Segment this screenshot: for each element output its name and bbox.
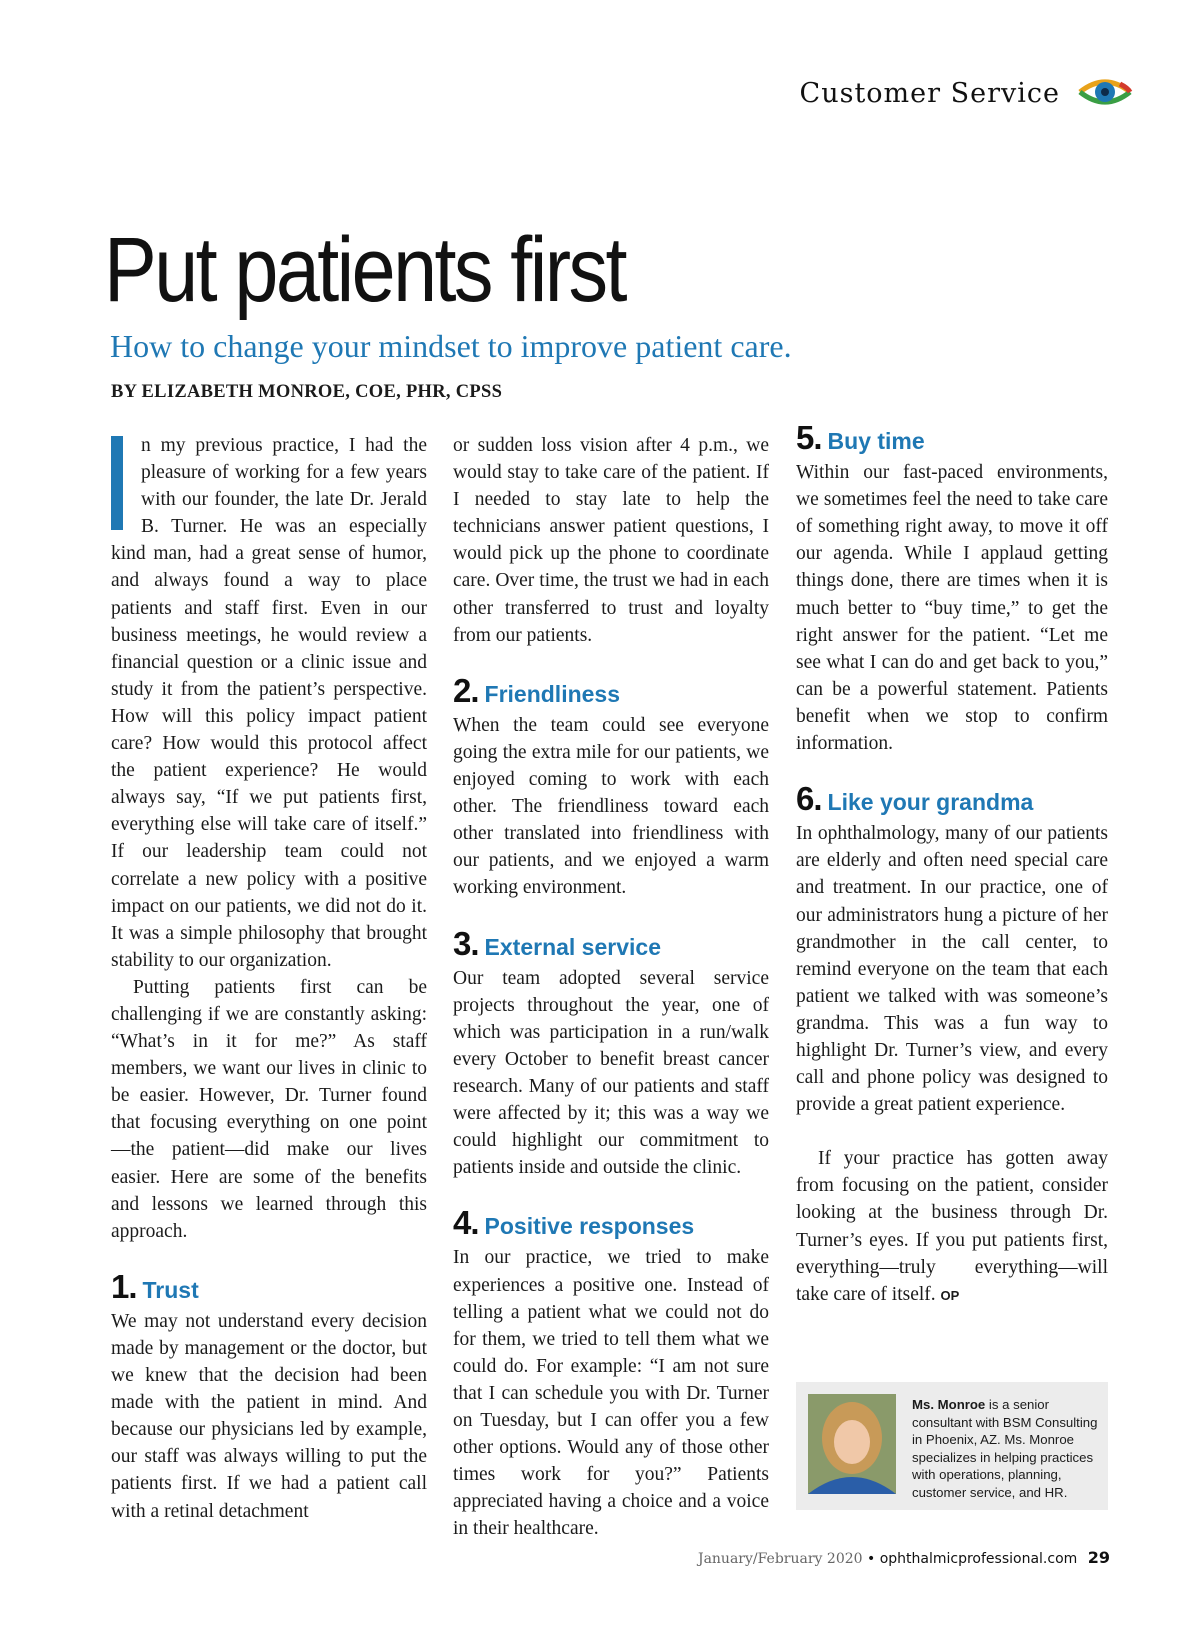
column-2 [453, 432, 769, 1542]
section-text-buy-time: Within our fast-paced environments, we sometimes feel the need to take care of something right away, to move it off our agenda. While I applaud getting things done, there are times when it is much better to “buy time,” to get the right answer for the patient. “Let me see what I can do and get back to you,” can be a powerful statement. Patients benefit when we stop to confirm information. [796, 462, 1108, 755]
section-text-external-service: Our team adopted several service projects throughout the year, one of which was participation in a run/walk every October to benefit breast cancer research. Many of our patients and staff were affected by it; this was a way we could highlight our commitment to patients inside and outside the clinic. [453, 967, 769, 1179]
section-heading-buy-time: 5. Buy time [796, 419, 925, 456]
end-mark: OP [940, 1287, 960, 1303]
issue-date: January/February 2020 [697, 1551, 863, 1567]
intro-paragraph-2: Putting patients first can be challenging if we are constantly asking: “What’s in it for me?” As staff members, we want our lives in clinic to be easier. However, Dr. Turner found that focusing everything on one point —the patient—did make our lives easier. Here are some of the benefits and lessons we learned through this approach. [111, 976, 427, 1242]
intro-paragraph-1: n my previous practice, I had the pleasure of working for a few years with our founder, the late Dr. Jerald B. Turner. He was an especially kind man, had a great sense of humor, and always found a way to place patients and staff first. Even in our business meetings, he would review a financial question or a clinic issue and study it from the patient’s perspective. How will this policy impact patient care? How would this protocol affect the patient experience? He would always say, “If we put patients first, everything else will take care of itself.” If our leadership team could not correlate a new policy with a positive impact on our patients, we did not do it. It was a simple philosophy that brought stability to our organization. [111, 435, 427, 971]
author-bio-text: Ms. Monroe is a senior consultant with BSM Consulting in Phoenix, AZ. Ms. Monroe specializes in helping practices with operations, planning, customer service, and HR. [912, 1397, 1098, 1500]
page-number: 29 [1087, 1548, 1110, 1567]
section-label: Customer Service [799, 78, 1060, 109]
website[interactable]: ophthalmicprofessional.com [879, 1551, 1078, 1567]
column-1 [111, 432, 427, 1525]
section-heading-trust: 1. Trust [111, 1267, 199, 1305]
author-bio-box [796, 1382, 1108, 1510]
section-heading-positive-responses: 4. Positive responses [453, 1204, 695, 1242]
byline: BY ELIZABETH MONROE, COE, PHR, CPSS [111, 382, 503, 402]
section-heading-friendliness: 2. Friendliness [453, 671, 621, 709]
eye-logo-icon [1076, 72, 1134, 112]
column-3 [796, 419, 1108, 1309]
section-text-friendliness: When the team could see everyone going the extra mile for our patients, we enjoyed coming to work with each other. The friendliness toward each other translated into friendliness with our patients, and we enjoyed a warm working environment. [453, 714, 769, 899]
section-text-positive-responses: In our practice, we tried to make experiences a positive one. Instead of telling a patient what we could not do for them, we tried to tell them what we could do. For example: “I am not sure that I can schedule you with Dr. Turner on Tuesday, but I can offer you a few other options. Would any of those other times work for you?” Patients appreciated having a choice and a voice in their healthcare. [453, 1247, 769, 1540]
closing-paragraph: If your practice has gotten away from focusing on the patient, consider looking at the business through Dr. Turner’s eyes. If you put patients first, everything—truly everything—will take care of itself. OP [796, 1148, 1108, 1305]
section-text-trust-a: We may not understand every decision made by management or the doctor, but we knew that the decision had been made with the patient in mind. And because our physicians led by example, our staff was always willing to put the patients first. If we had a patient call with a retinal detachment [111, 1310, 427, 1522]
section-text-trust-b: or sudden loss vision after 4 p.m., we would stay to take care of the patient. If I needed to stay late to help the technicians answer patient questions, I would pick up the phone to coordinate care. Over time, the trust we had in each other transferred to trust and loyalty from our patients. [453, 435, 769, 646]
footer-separator: • [867, 1551, 876, 1567]
section-text-grandma: In ophthalmology, many of our patients are elderly and often need special care and treatment. In our practice, one of our administrators hung a picture of her grandmother in the call center, to remind everyone on the team that each patient we talked with was someone’s grandma. This was a fun way to highlight Dr. Turner’s view, and every call and phone policy was designed to provide a great patient experience. [796, 823, 1108, 1116]
author-photo [808, 1394, 896, 1494]
page-footer [620, 1548, 1110, 1567]
dropcap [111, 436, 123, 530]
article-title: Put patients first [104, 219, 625, 321]
section-heading-grandma: 6. Like your grandma [796, 780, 1034, 818]
article-subtitle: How to change your mindset to improve patient care. [110, 328, 792, 364]
section-heading-external-service: 3. External service [453, 924, 661, 962]
